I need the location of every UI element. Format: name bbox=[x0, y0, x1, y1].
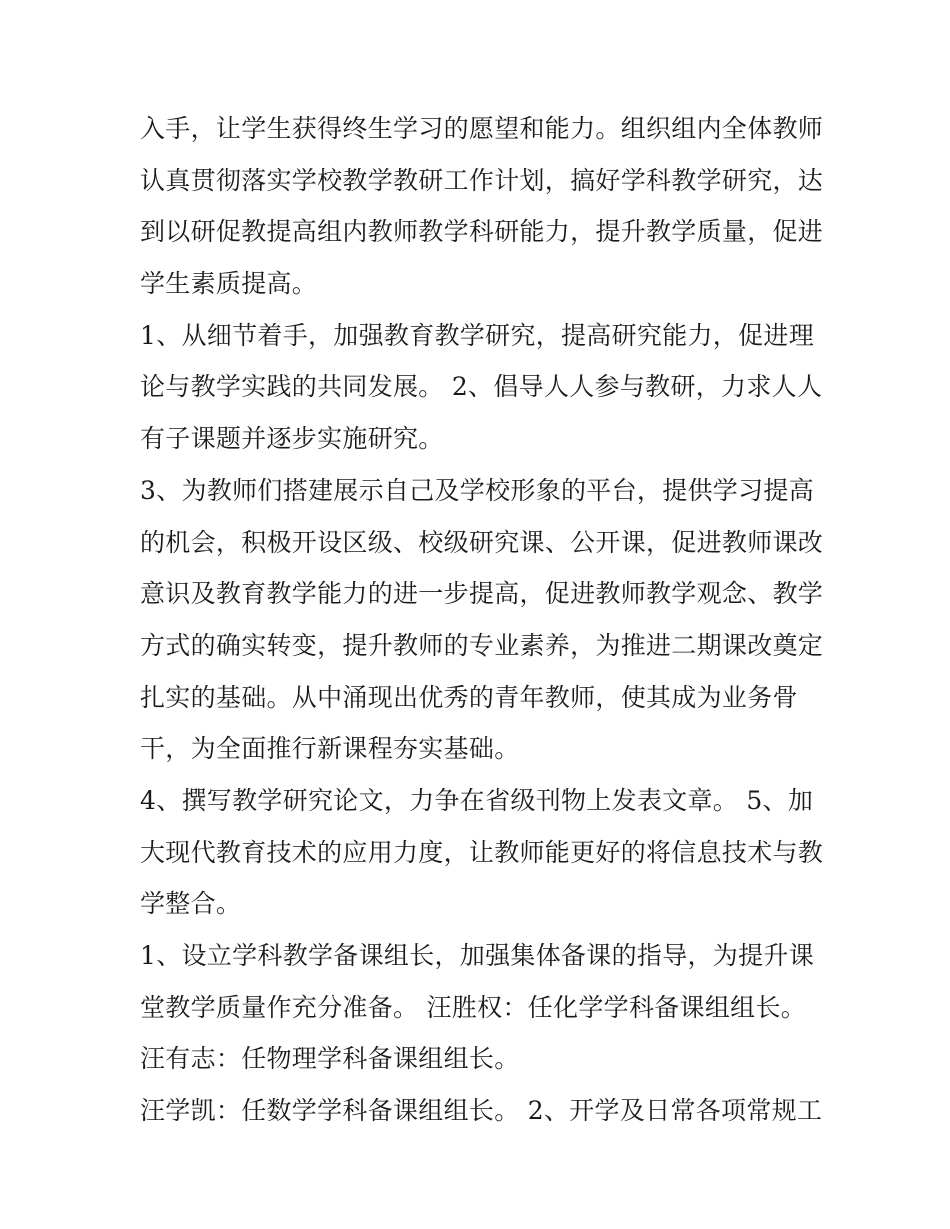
text-line: 1、从细节着手，加强教育教学研究，提高研究能力，促进理 bbox=[140, 320, 815, 350]
text-line: 干，为全面推行新课程夯实基础。 bbox=[140, 734, 520, 764]
text-line: 入手，让学生获得终生学习的愿望和能力。组织组内全体教师 bbox=[140, 114, 824, 143]
text-line: 意识及教育教学能力的进一步提高，促进教师教学观念、教学 bbox=[140, 579, 824, 609]
text-line: 汪学凯：任数学学科备课组组长。 2、开学及日常各项常规工 bbox=[140, 1096, 823, 1126]
document-body bbox=[140, 103, 824, 1137]
text-line: 堂教学质量作充分准备。 汪胜权：任化学学科备课组组长。 bbox=[140, 992, 807, 1022]
text-line: 的机会，积极开设区级、校级研究课、公开课，促进教师课改 bbox=[140, 527, 824, 557]
text-line: 有子课题并逐步实施研究。 bbox=[140, 424, 444, 454]
text-line: 认真贯彻落实学校教学教研工作计划，搞好学科教学研究，达 bbox=[140, 165, 824, 195]
text-line: 方式的确实转变，提升教师的专业素养，为推进二期课改奠定 bbox=[140, 630, 824, 660]
text-line: 到以研促教提高组内教师教学科研能力，提升教学质量，促进 bbox=[140, 217, 824, 247]
text-line: 3、为教师们搭建展示自己及学校形象的平台，提供学习提高 bbox=[140, 475, 815, 505]
text-line: 1、设立学科教学备课组长，加强集体备课的指导，为提升课 bbox=[140, 941, 815, 970]
text-line: 4、撰写教学研究论文，力争在省级刊物上发表文章。 5、加 bbox=[140, 785, 814, 815]
text-line: 汪有志：任物理学科备课组组长。 bbox=[140, 1044, 520, 1074]
text-line: 大现代教育技术的应用力度，让教师能更好的将信息技术与教 bbox=[140, 837, 824, 867]
text-line: 学生素质提高。 bbox=[140, 269, 318, 299]
text-line: 论与教学实践的共同发展。 2、倡导人人参与教研，力求人人 bbox=[140, 372, 823, 402]
text-line: 扎实的基础。从中涌现出优秀的青年教师，使其成为业务骨 bbox=[140, 682, 798, 712]
text-line: 学整合。 bbox=[140, 889, 242, 919]
